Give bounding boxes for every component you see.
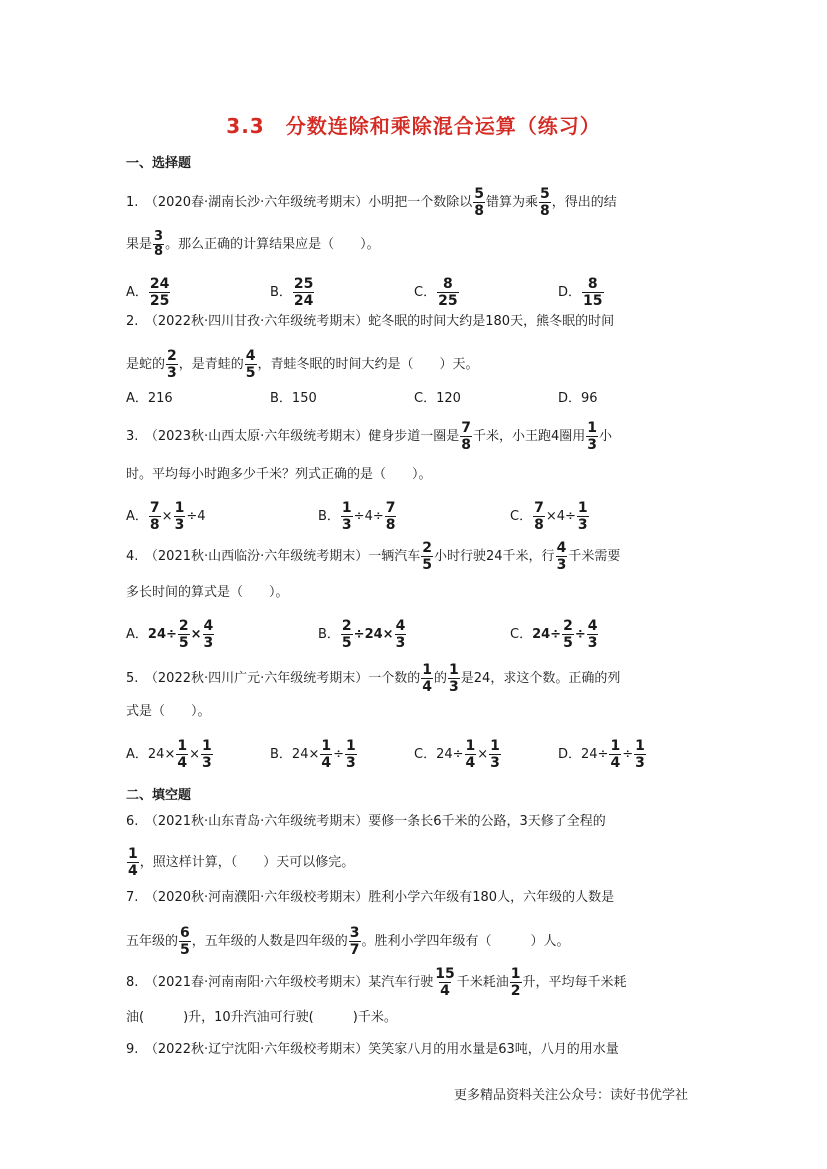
q2-option-d[interactable]: D．96 [558, 391, 598, 406]
q2-option-c[interactable]: C．120 [414, 391, 461, 406]
fraction: $\frac{5}{8}$ [474, 186, 485, 219]
question-4-line-2: 多长时间的算式是（ ）。 [126, 585, 289, 600]
q1-option-b[interactable]: B． $\frac{25}{24}$ [270, 276, 314, 309]
question-9-line-1: 9. （2022秋·辽宁沈阳·六年级校考期末）笑笑家八月的用水量是63吨，八月的用水量 [126, 1042, 619, 1057]
q2-option-b[interactable]: B．150 [270, 391, 317, 406]
q3-option-b[interactable]: B． $\frac{1}{3}$ ÷4÷ $\frac{7}{8}$ [318, 500, 396, 533]
q1-option-c[interactable]: C． $\frac{8}{25}$ [414, 276, 458, 309]
question-6-line-2: $\frac{1}{4}$ ，照这样计算，（ ）天可以修完。 [128, 846, 355, 879]
fraction: $\frac{3}{8}$ [154, 229, 164, 259]
question-3-line-2: 时。平均每小时跑多少千米？列式正确的是（ ）。 [126, 467, 432, 482]
q5-option-b[interactable]: B．24× $\frac{1}{4}$ ÷ $\frac{1}{3}$ [270, 738, 356, 771]
q1-option-a[interactable]: A． $\frac{24}{25}$ [126, 276, 170, 309]
question-5-line-1: 5. （2022秋·四川广元·六年级统考期末）一个数的 $\frac{1}{4}$ 的 $\frac{1}{3}$ 是24，求这个数。正确的列 [126, 662, 621, 695]
page-title: 3.3 分数连除和乘除混合运算（练习） [226, 114, 601, 138]
question-5-line-2: 式是（ ）。 [126, 704, 211, 719]
question-7-line-2: 五年级的 $\frac{6}{5}$ ，五年级的人数是四年级的 $\frac{3}{7}$ 。胜利小学四年级有（ ）人。 [126, 925, 570, 958]
section-fill-heading: 二、填空题 [126, 788, 192, 803]
question-7-line-1: 7. （2020秋·河南濮阳·六年级校考期末）胜利小学六年级有180人，六年级的人数是 [126, 890, 615, 905]
q2-option-a[interactable]: A．216 [126, 391, 173, 406]
footer-note: 更多精品资料关注公众号：读好书优学社 [454, 1088, 689, 1103]
question-1-line-1: 1. （2020春·湖南长沙·六年级统考期末）小明把一个数除以 $\frac{5}{8}$ 错算为乘 $\frac{5}{8}$ ，得出的结 [126, 186, 617, 219]
question-8-line-1: 8. （2021春·河南南阳·六年级校考期末）某汽车行驶 $\frac{15}{4}$ 千米耗油 $\frac{1}{2}$ 升，平均每千米耗 [126, 966, 627, 999]
q3-option-a[interactable]: A． $\frac{7}{8}$ × $\frac{1}{3}$ ÷4 [126, 500, 206, 533]
question-2-line-2: 是蛇的 $\frac{2}{3}$ ，是青蛙的 $\frac{4}{5}$ ，青蛙冬眠的时间大约是（ ）天。 [126, 348, 479, 381]
q3-option-c[interactable]: C． $\frac{7}{8}$ ×4÷ $\frac{1}{3}$ [510, 500, 588, 533]
section-choice-heading: 一、选择题 [126, 156, 192, 171]
fraction: $\frac{5}{8}$ [540, 186, 550, 219]
q5-option-d[interactable]: D．24÷ $\frac{1}{4}$ ÷ $\frac{1}{3}$ [558, 738, 645, 771]
question-1-line-2: 果是 $\frac{3}{8}$ 。那么正确的计算结果应是（ ）。 [126, 229, 380, 259]
question-2-line-1: 2. （2022秋·四川甘孜·六年级统考期末）蛇冬眠的时间大约是180天，熊冬眠的时间 [126, 314, 615, 329]
question-4-line-1: 4. （2021秋·山西临汾·六年级统考期末）一辆汽车 $\frac{2}{5}$ 小时行驶24千米，行 $\frac{4}{3}$ 千米需要 [126, 540, 621, 573]
q4-option-c[interactable]: C．24÷ $\frac{2}{5}$ ÷ $\frac{4}{3}$ [510, 618, 598, 651]
question-3-line-1: 3. （2023秋·山西太原·六年级统考期末）健身步道一圈是 $\frac{7}{8}$ 千米，小王跑4圈用 $\frac{1}{3}$ 小 [126, 420, 613, 453]
q5-option-c[interactable]: C．24÷ $\frac{1}{4}$ × $\frac{1}{3}$ [414, 738, 500, 771]
q1-option-d[interactable]: D． $\frac{8}{15}$ [558, 276, 603, 309]
q5-option-a[interactable]: A．24× $\frac{1}{4}$ × $\frac{1}{3}$ [126, 738, 212, 771]
q4-option-a[interactable]: A．24÷ $\frac{2}{5}$ × $\frac{4}{3}$ [126, 618, 214, 651]
q4-option-b[interactable]: B． $\frac{2}{5}$ ÷24× $\frac{4}{3}$ [318, 618, 406, 651]
question-6-line-1: 6. （2021秋·山东青岛·六年级统考期末）要修一条长6千米的公路，3天修了全程的 [126, 814, 606, 829]
question-8-line-2: 油( )升，10升汽油可行驶( )千米。 [126, 1010, 397, 1025]
